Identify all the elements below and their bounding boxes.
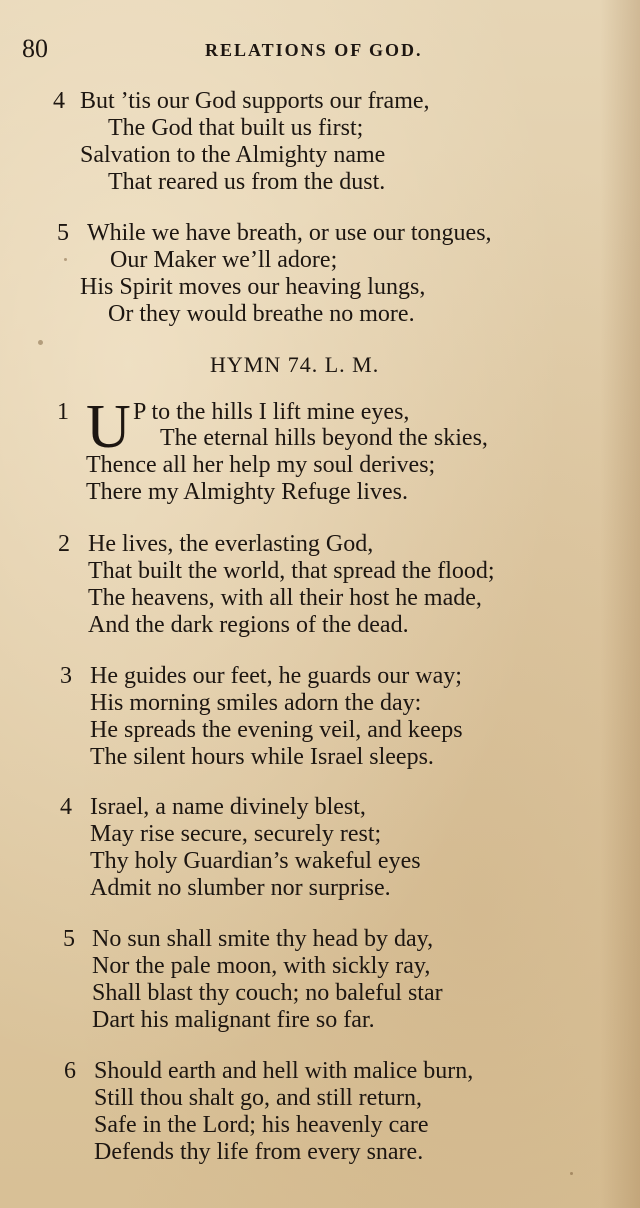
verse-line: His Spirit moves our heaving lungs,: [80, 274, 426, 300]
verse-line: But ’tis our God supports our frame,: [80, 88, 430, 114]
verse-line: Should earth and hell with malice burn,: [94, 1058, 474, 1084]
verse-line: He spreads the evening veil, and keeps: [90, 717, 463, 743]
verse-line: That built the world, that spread the flood;: [88, 558, 495, 584]
verse-line: Safe in the Lord; his heavenly care: [94, 1112, 429, 1138]
verse-line: The eternal hills beyond the skies,: [160, 425, 488, 451]
verse-line: There my Almighty Refuge lives.: [86, 479, 408, 505]
stanza-number: 5: [57, 220, 69, 246]
verse-line: His morning smiles adorn the day:: [90, 690, 422, 716]
page-header: [0, 32, 640, 68]
verse-line: He guides our feet, he guards our way;: [90, 663, 462, 689]
verse-line: While we have breath, or use our tongues,: [87, 220, 492, 246]
paper-speck: [64, 258, 67, 261]
verse-line: Salvation to the Almighty name: [80, 142, 386, 168]
stanza-number: 3: [60, 663, 72, 689]
stanza-number: 6: [64, 1058, 76, 1084]
stanza-number: 5: [63, 926, 75, 952]
running-head: RELATIONS OF GOD.: [205, 40, 423, 60]
paper-speck: [570, 1172, 573, 1175]
verse-line: P to the hills I lift mine eyes,: [133, 399, 410, 425]
verse-line: That reared us from the dust.: [108, 169, 386, 195]
verse-line: May rise secure, securely rest;: [90, 821, 382, 847]
hymn-title: HYMN 74. L. M.: [210, 352, 380, 377]
stanza-number: 4: [60, 794, 72, 820]
verse-line: The silent hours while Israel sleeps.: [90, 744, 434, 770]
verse-line: Or they would breathe no more.: [108, 301, 415, 327]
stanza-number: 2: [58, 531, 70, 557]
paper-speck: [38, 340, 43, 345]
verse-line: Our Maker we’ll adore;: [110, 247, 338, 273]
verse-line: Nor the pale moon, with sickly ray,: [92, 953, 431, 979]
verse-line: Dart his malignant fire so far.: [92, 1007, 375, 1033]
stanza-number: 4: [53, 88, 65, 114]
verse-line: He lives, the everlasting God,: [88, 531, 374, 557]
verse-line: No sun shall smite thy head by day,: [92, 926, 434, 952]
verse-line: Defends thy life from every snare.: [94, 1139, 424, 1165]
stanza-number: 1: [57, 399, 69, 425]
verse-line: Shall blast thy couch; no baleful star: [92, 980, 443, 1006]
verse-line: Thy holy Guardian’s wakeful eyes: [90, 848, 421, 874]
verse-line: Thence all her help my soul derives;: [86, 452, 436, 478]
verse-line: And the dark regions of the dead.: [88, 612, 409, 638]
verse-line: The God that built us first;: [108, 115, 364, 141]
verse-line: The heavens, with all their host he made,: [88, 585, 482, 611]
page-number: 80: [22, 34, 48, 63]
verse-line: Still thou shalt go, and still return,: [94, 1085, 422, 1111]
verse-line: Israel, a name divinely blest,: [90, 794, 366, 820]
verse-line: Admit no slumber nor surprise.: [90, 875, 391, 901]
drop-cap: U: [86, 393, 131, 461]
